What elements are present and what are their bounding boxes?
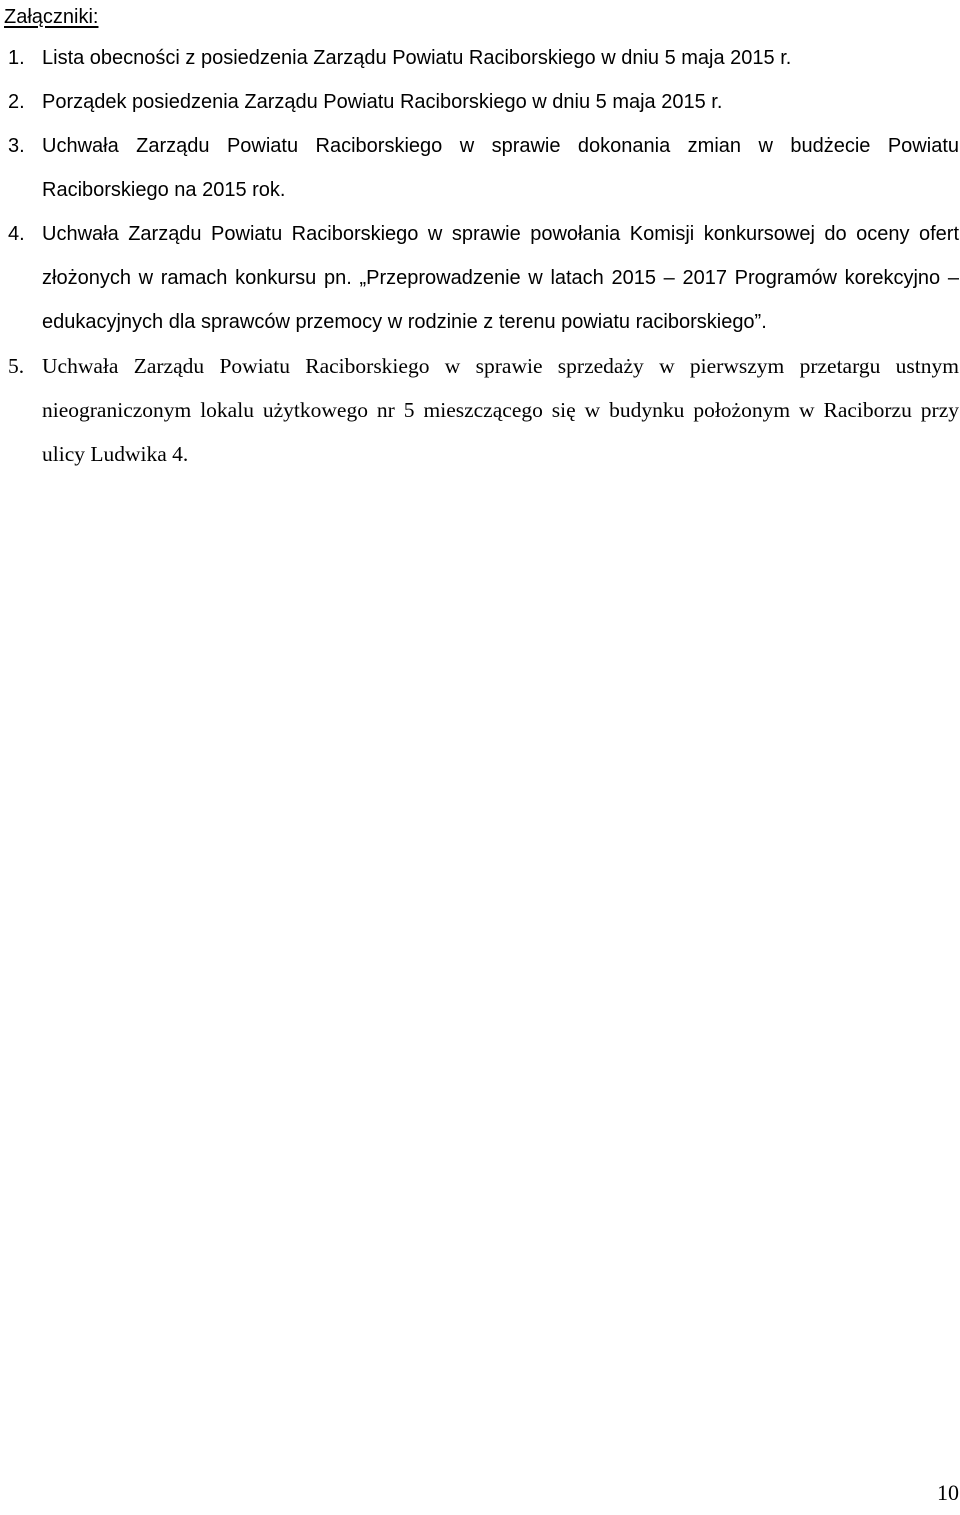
list-item-number: 1. (8, 47, 25, 69)
page-number: 10 (937, 1480, 959, 1505)
list-item-text: Porządek posiedzenia Zarządu Powiatu Raciborskiego w dniu 5 maja 2015 r. (42, 91, 723, 113)
list-item-number: 5. (8, 354, 25, 378)
list-item (0, 344, 960, 476)
list-item-number: 2. (8, 91, 25, 113)
attachments-list (0, 36, 960, 476)
list-item (0, 36, 960, 80)
list-item-number: 3. (8, 135, 25, 157)
list-item (0, 212, 960, 344)
list-item-text: Uchwała Zarządu Powiatu Raciborskiego w sprawie powołania Komisji konkursowej do oceny ofert złożonych w ramach konkursu pn. „Przeprowadzenie w latach 2015 – 2017 Programów korekcyjno – edukacyjnych dla sprawców przemocy w rodzinie z terenu powiatu raciborskiego”. (42, 223, 959, 333)
list-item-text: Lista obecności z posiedzenia Zarządu Powiatu Raciborskiego w dniu 5 maja 2015 r. (42, 47, 792, 69)
list-item (0, 124, 960, 212)
attachments-heading: Załączniki: (4, 6, 99, 28)
list-item-text: Uchwała Zarządu Powiatu Raciborskiego w sprawie sprzedaży w pierwszym przetargu ustnym nieograniczonym lokalu użytkowego nr 5 mieszczącego się w budynku położonym w Raciborzu przy ulicy Ludwika 4. (42, 354, 959, 466)
list-item-text: Uchwała Zarządu Powiatu Raciborskiego w sprawie dokonania zmian w budżecie Powiatu Raciborskiego na 2015 rok. (42, 135, 959, 201)
list-item (0, 80, 960, 124)
list-item-number: 4. (8, 223, 25, 245)
